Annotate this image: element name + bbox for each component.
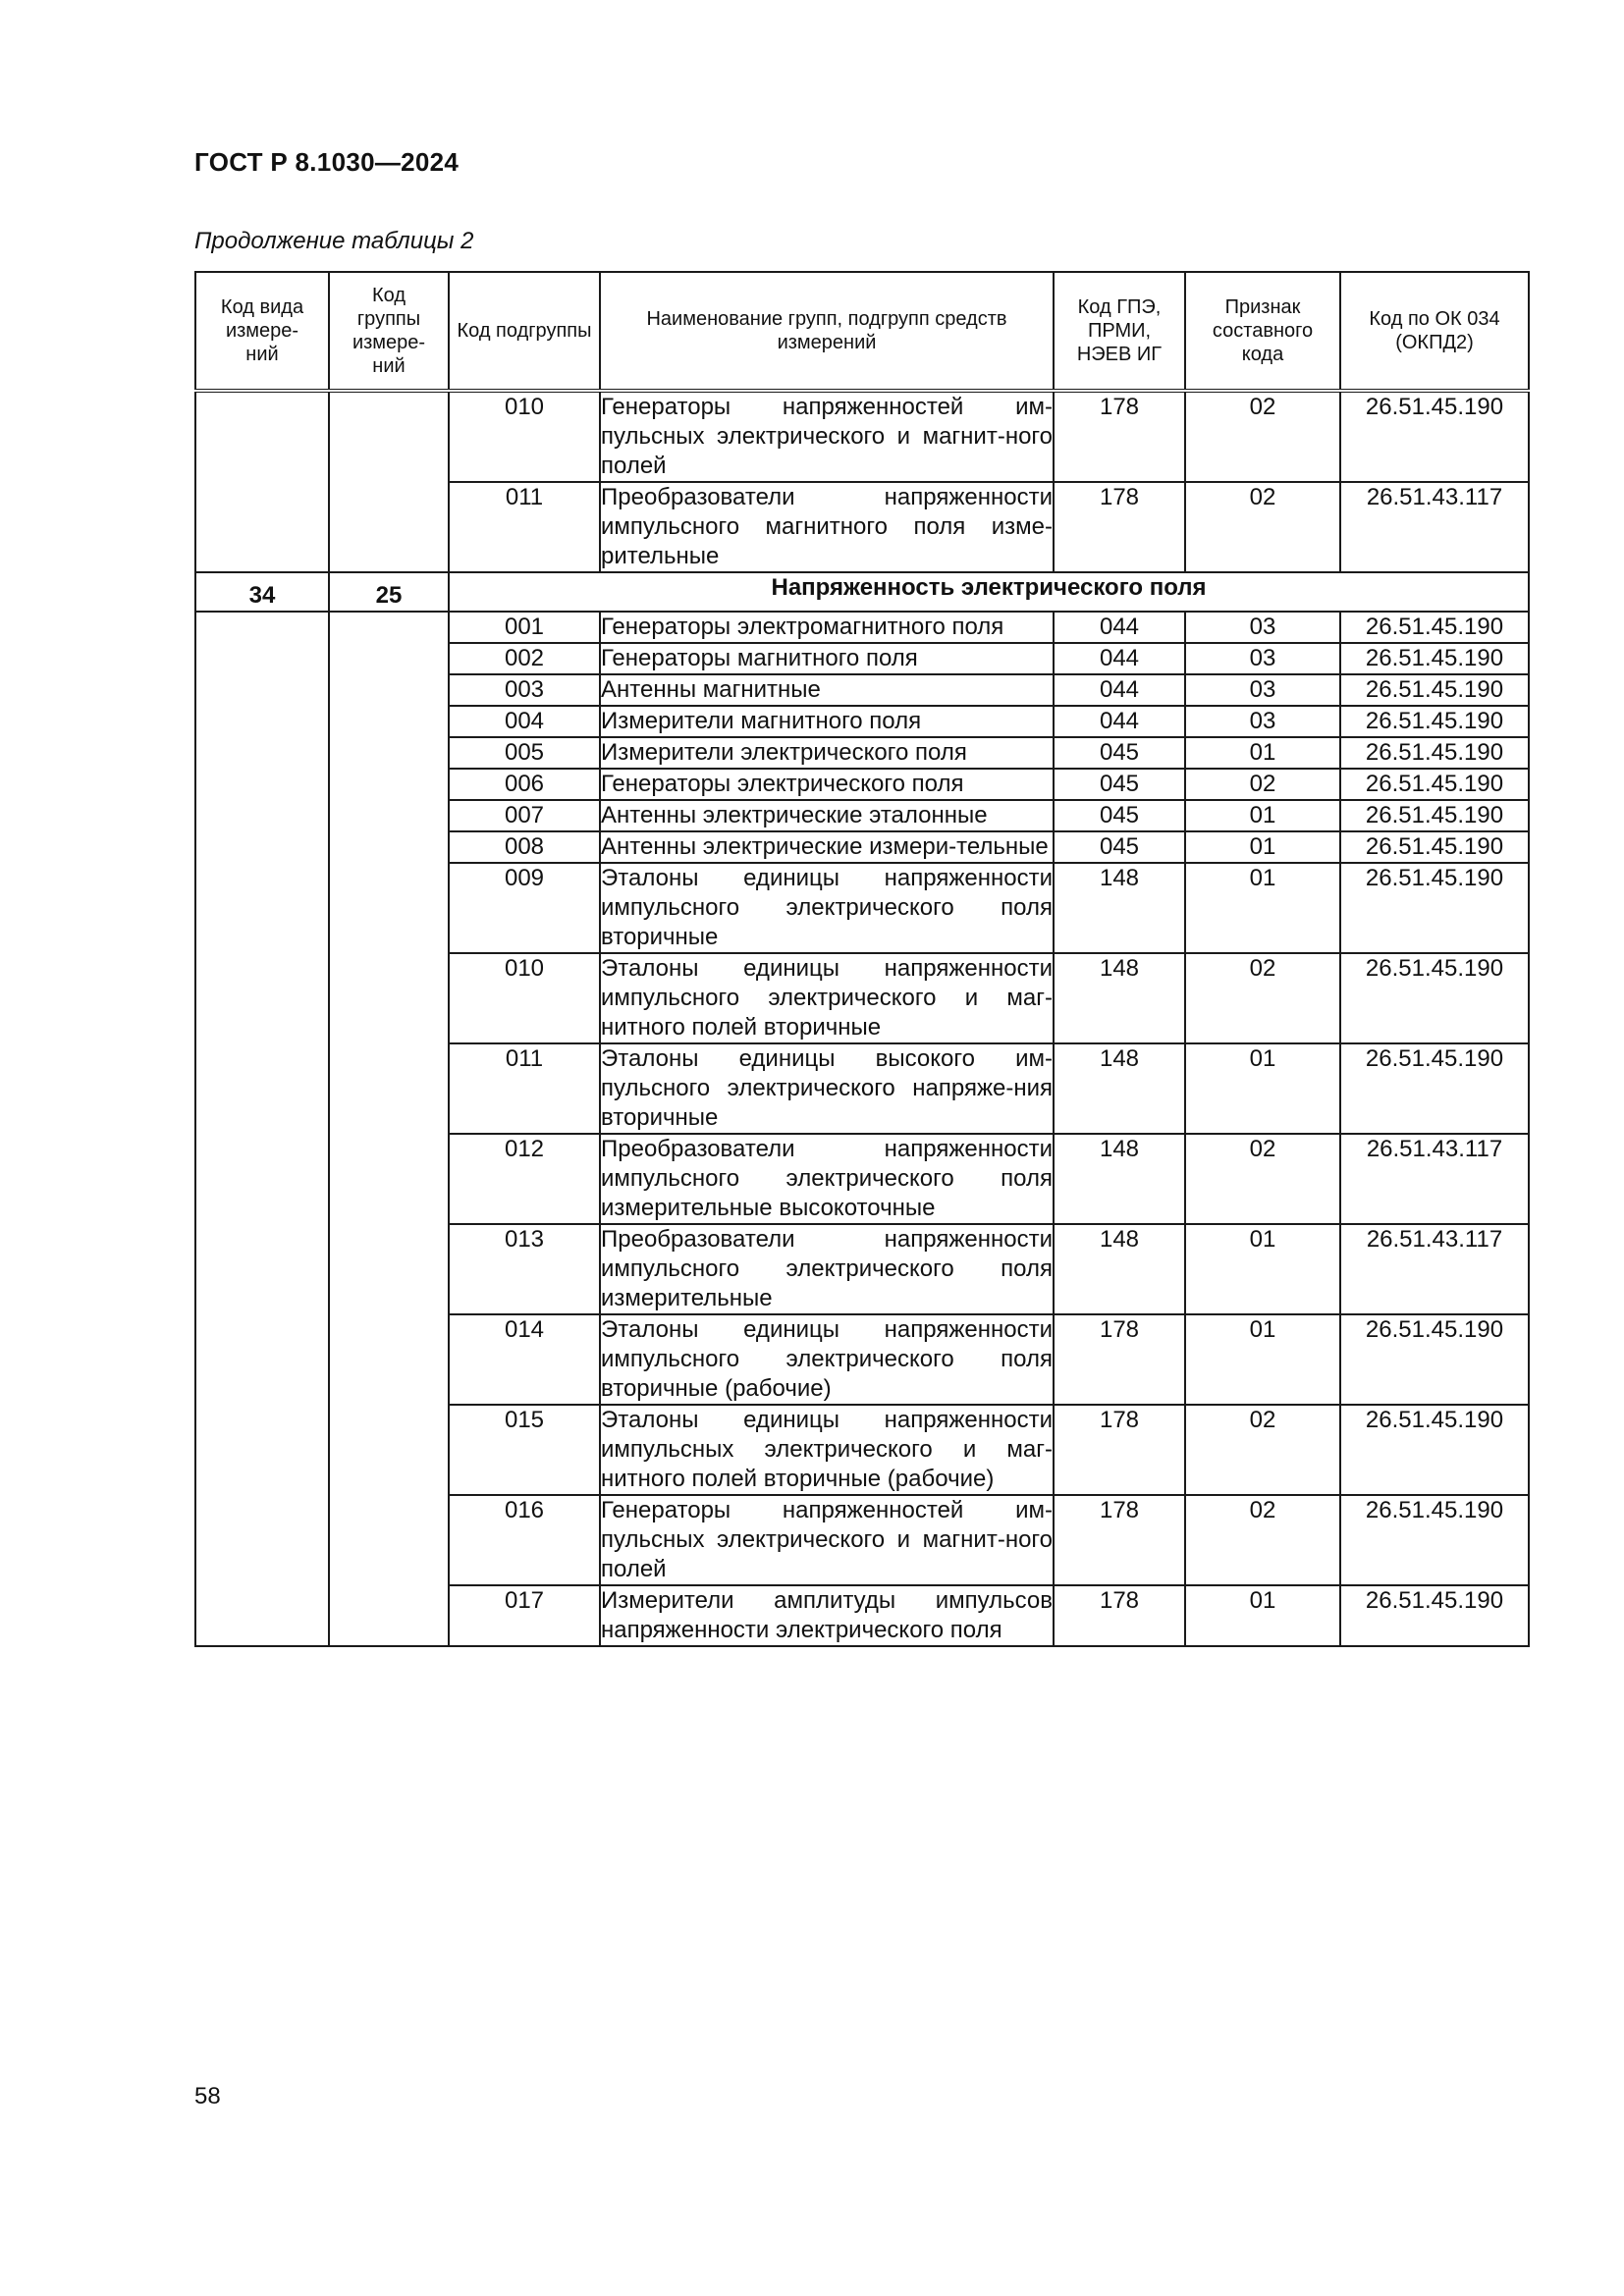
subgroup-code-cell: 003 (449, 674, 600, 706)
name-cell: Эталоны единицы напряженности импульсного электрического поля вторичные (рабочие) (600, 1314, 1054, 1405)
name-cell: Преобразователи напряженности импульсного магнитного поля изме-рительные (600, 482, 1054, 572)
gpe-code-cell: 178 (1054, 482, 1185, 572)
table-header-row (195, 272, 1529, 391)
header-name: Наименование групп, подгрупп средств измерений (600, 272, 1054, 391)
group-code: 25 (329, 572, 449, 612)
subgroup-code-cell: 002 (449, 643, 600, 674)
gpe-code-cell: 045 (1054, 737, 1185, 769)
group-cell (329, 612, 449, 1646)
okpd-code-cell: 26.51.45.190 (1340, 737, 1529, 769)
gpe-code-cell: 045 (1054, 800, 1185, 831)
name-cell: Эталоны единицы напряженности импульсного электрического и маг-нитного полей вторичные (600, 953, 1054, 1043)
composite-sign-cell: 02 (1185, 391, 1340, 482)
subgroup-code-cell: 010 (449, 953, 600, 1043)
group-title: Напряженность электрического поля (449, 572, 1529, 612)
okpd-code-cell: 26.51.45.190 (1340, 1043, 1529, 1134)
name-cell: Эталоны единицы высокого им-пульсного электрического напряже-ния вторичные (600, 1043, 1054, 1134)
name-cell: Антенны электрические эталонные (600, 800, 1054, 831)
name-cell: Генераторы напряженностей им-пульсных электрического и магнит-ного полей (600, 1495, 1054, 1585)
okpd-code-cell: 26.51.45.190 (1340, 769, 1529, 800)
vid-cell (195, 391, 329, 572)
gpe-code-cell: 178 (1054, 1314, 1185, 1405)
subgroup-code-cell: 013 (449, 1224, 600, 1314)
gpe-code-cell: 148 (1054, 1134, 1185, 1224)
okpd-code-cell: 26.51.45.190 (1340, 391, 1529, 482)
subgroup-code-cell: 010 (449, 391, 600, 482)
subgroup-code-cell: 016 (449, 1495, 600, 1585)
okpd-code-cell: 26.51.45.190 (1340, 1405, 1529, 1495)
composite-sign-cell: 01 (1185, 1585, 1340, 1646)
subgroup-code-cell: 001 (449, 612, 600, 643)
gpe-code-cell: 148 (1054, 1224, 1185, 1314)
composite-sign-cell: 01 (1185, 1314, 1340, 1405)
name-cell: Генераторы магнитного поля (600, 643, 1054, 674)
name-cell: Генераторы напряженностей им-пульсных электрического и магнит-ного полей (600, 391, 1054, 482)
subgroup-code-cell: 008 (449, 831, 600, 863)
group-cell (329, 391, 449, 572)
composite-sign-cell: 02 (1185, 953, 1340, 1043)
okpd-code-cell: 26.51.45.190 (1340, 953, 1529, 1043)
composite-sign-cell: 01 (1185, 1224, 1340, 1314)
group-row (195, 572, 1529, 612)
gpe-code-cell: 148 (1054, 863, 1185, 953)
gpe-code-cell: 045 (1054, 831, 1185, 863)
gpe-code-cell: 044 (1054, 612, 1185, 643)
header-subgroup-code: Код подгруппы (449, 272, 600, 391)
subgroup-code-cell: 011 (449, 1043, 600, 1134)
gpe-code-cell: 178 (1054, 1585, 1185, 1646)
gpe-code-cell: 044 (1054, 706, 1185, 737)
gpe-code-cell: 044 (1054, 643, 1185, 674)
gpe-code-cell: 178 (1054, 391, 1185, 482)
table-caption: Продолжение таблицы 2 (194, 228, 474, 254)
composite-sign-cell: 02 (1185, 1495, 1340, 1585)
okpd-code-cell: 26.51.43.117 (1340, 1224, 1529, 1314)
table-row (195, 612, 1529, 643)
name-cell: Измерители магнитного поля (600, 706, 1054, 737)
header-group-code: Код группы измере-ний (329, 272, 449, 391)
okpd-code-cell: 26.51.45.190 (1340, 612, 1529, 643)
subgroup-code-cell: 004 (449, 706, 600, 737)
composite-sign-cell: 01 (1185, 800, 1340, 831)
gpe-code-cell: 148 (1054, 953, 1185, 1043)
subgroup-code-cell: 012 (449, 1134, 600, 1224)
okpd-code-cell: 26.51.45.190 (1340, 863, 1529, 953)
gpe-code-cell: 178 (1054, 1405, 1185, 1495)
okpd-code-cell: 26.51.45.190 (1340, 706, 1529, 737)
subgroup-code-cell: 007 (449, 800, 600, 831)
composite-sign-cell: 02 (1185, 482, 1340, 572)
composite-sign-cell: 02 (1185, 1134, 1340, 1224)
composite-sign-cell: 01 (1185, 1043, 1340, 1134)
name-cell: Измерители электрического поля (600, 737, 1054, 769)
composite-sign-cell: 01 (1185, 737, 1340, 769)
classification-table (194, 271, 1530, 1647)
composite-sign-cell: 03 (1185, 706, 1340, 737)
okpd-code-cell: 26.51.45.190 (1340, 1495, 1529, 1585)
header-vid-code: Код вида измере-ний (195, 272, 329, 391)
document-header: ГОСТ Р 8.1030—2024 (194, 147, 460, 177)
subgroup-code-cell: 014 (449, 1314, 600, 1405)
subgroup-code-cell: 015 (449, 1405, 600, 1495)
okpd-code-cell: 26.51.45.190 (1340, 1314, 1529, 1405)
subgroup-code-cell: 005 (449, 737, 600, 769)
group-vid-code: 34 (195, 572, 329, 612)
composite-sign-cell: 02 (1185, 769, 1340, 800)
subgroup-code-cell: 011 (449, 482, 600, 572)
okpd-code-cell: 26.51.45.190 (1340, 1585, 1529, 1646)
header-gpe-code: Код ГПЭ, ПРМИ, НЭЕВ ИГ (1054, 272, 1185, 391)
header-okpd-code: Код по ОК 034 (ОКПД2) (1340, 272, 1529, 391)
composite-sign-cell: 01 (1185, 831, 1340, 863)
composite-sign-cell: 03 (1185, 674, 1340, 706)
gpe-code-cell: 045 (1054, 769, 1185, 800)
name-cell: Антенны электрические измери-тельные (600, 831, 1054, 863)
name-cell: Эталоны единицы напряженности импульсного электрического поля вторичные (600, 863, 1054, 953)
okpd-code-cell: 26.51.45.190 (1340, 643, 1529, 674)
okpd-code-cell: 26.51.45.190 (1340, 831, 1529, 863)
gpe-code-cell: 044 (1054, 674, 1185, 706)
okpd-code-cell: 26.51.45.190 (1340, 674, 1529, 706)
page-number: 58 (194, 2083, 221, 2109)
name-cell: Преобразователи напряженности импульсного электрического поля измерительные (600, 1224, 1054, 1314)
okpd-code-cell: 26.51.45.190 (1340, 800, 1529, 831)
name-cell: Измерители амплитуды импульсов напряженности электрического поля (600, 1585, 1054, 1646)
composite-sign-cell: 01 (1185, 863, 1340, 953)
gpe-code-cell: 178 (1054, 1495, 1185, 1585)
subgroup-code-cell: 017 (449, 1585, 600, 1646)
composite-sign-cell: 02 (1185, 1405, 1340, 1495)
okpd-code-cell: 26.51.43.117 (1340, 1134, 1529, 1224)
subgroup-code-cell: 006 (449, 769, 600, 800)
composite-sign-cell: 03 (1185, 612, 1340, 643)
gpe-code-cell: 148 (1054, 1043, 1185, 1134)
composite-sign-cell: 03 (1185, 643, 1340, 674)
name-cell: Генераторы электромагнитного поля (600, 612, 1054, 643)
header-composite-sign: Признак составного кода (1185, 272, 1340, 391)
vid-cell (195, 612, 329, 1646)
name-cell: Эталоны единицы напряженности импульсных электрического и маг-нитного полей вторичные (рабочие) (600, 1405, 1054, 1495)
subgroup-code-cell: 009 (449, 863, 600, 953)
okpd-code-cell: 26.51.43.117 (1340, 482, 1529, 572)
table-row (195, 391, 1529, 482)
name-cell: Преобразователи напряженности импульсного электрического поля измерительные высокоточные (600, 1134, 1054, 1224)
name-cell: Антенны магнитные (600, 674, 1054, 706)
name-cell: Генераторы электрического поля (600, 769, 1054, 800)
